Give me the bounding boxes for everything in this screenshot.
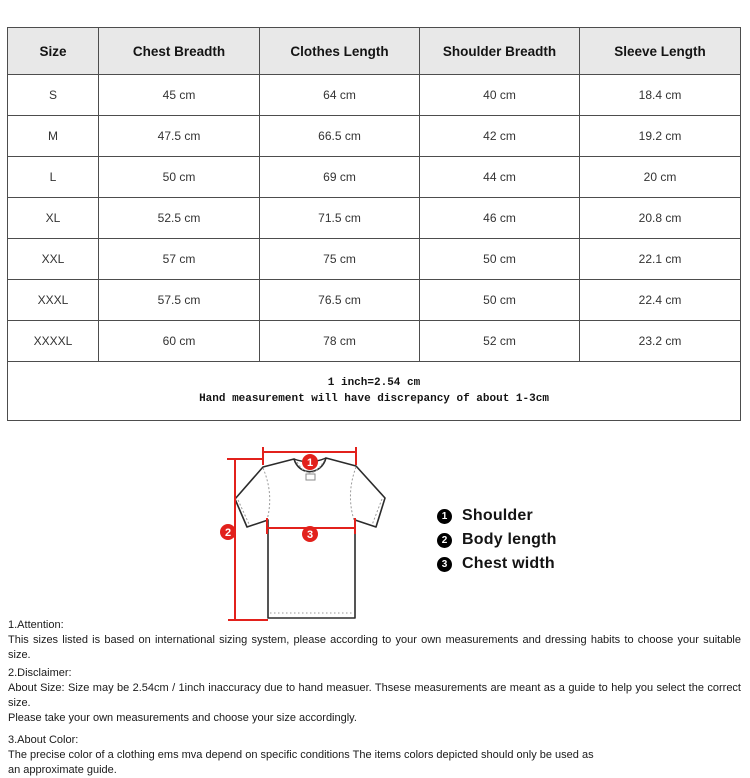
note-text: an approximate guide.: [8, 764, 117, 776]
chest-value: 57 cm: [99, 239, 260, 280]
marker-2-number: 2: [224, 527, 232, 539]
footnote-discrepancy: Hand measurement will have discrepancy of about 1-3cm: [199, 393, 549, 405]
notes-section: [8, 618, 741, 778]
note-disclaimer: [8, 666, 741, 726]
column-header-shoulder-breadth: Shoulder Breadth: [420, 28, 580, 75]
note-heading: 3.About Color:: [8, 734, 79, 746]
size-label: XL: [8, 198, 99, 239]
sleeve-value: 18.4 cm: [580, 75, 741, 116]
legend-label: Body length: [462, 531, 557, 548]
column-header-sleeve-length: Sleeve Length: [580, 28, 741, 75]
table-footnote: [8, 362, 741, 421]
marker-3-number: 3: [306, 529, 314, 541]
chest-value: 57.5 cm: [99, 280, 260, 321]
footnote-inch-conversion: 1 inch=2.54 cm: [327, 377, 421, 389]
table-header-row: [8, 28, 741, 75]
sleeve-value: 19.2 cm: [580, 116, 741, 157]
column-header-size: Size: [8, 28, 99, 75]
note-text: This sizes listed is based on international sizing system, please according to your own measurements and dressing habits to choose your suitable size.: [8, 634, 741, 661]
table-row: [8, 198, 741, 239]
chest-value: 60 cm: [99, 321, 260, 362]
length-value: 64 cm: [260, 75, 420, 116]
shoulder-value: 52 cm: [420, 321, 580, 362]
table-row: [8, 239, 741, 280]
legend-label: Shoulder: [462, 507, 533, 524]
table-row: [8, 157, 741, 198]
legend-item-body-length: [437, 528, 557, 552]
numbered-circle-icon: 3: [437, 557, 452, 572]
size-label: L: [8, 157, 99, 198]
length-value: 71.5 cm: [260, 198, 420, 239]
shoulder-value: 46 cm: [420, 198, 580, 239]
legend-item-shoulder: [437, 504, 557, 528]
table-footnote-row: [8, 362, 741, 421]
note-heading: 1.Attention:: [8, 619, 64, 631]
size-chart-table: [7, 27, 741, 421]
shoulder-value: 42 cm: [420, 116, 580, 157]
note-text: About Size: Size may be 2.54cm / 1inch inaccuracy due to hand measuer. Thsese measurements are meant as a guide to help you select the correct size.: [8, 682, 741, 709]
shoulder-value: 44 cm: [420, 157, 580, 198]
collar-tag: [306, 474, 315, 480]
size-label: XXL: [8, 239, 99, 280]
table-row: [8, 321, 741, 362]
size-label: M: [8, 116, 99, 157]
chest-value: 45 cm: [99, 75, 260, 116]
note-about-color: [8, 733, 741, 778]
note-heading: 2.Disclaimer:: [8, 667, 72, 679]
measurement-legend: [437, 504, 557, 576]
numbered-circle-icon: 1: [437, 509, 452, 524]
length-value: 78 cm: [260, 321, 420, 362]
note-attention: [8, 618, 741, 663]
legend-item-chest-width: [437, 552, 557, 576]
shoulder-value: 50 cm: [420, 280, 580, 321]
length-value: 66.5 cm: [260, 116, 420, 157]
length-value: 75 cm: [260, 239, 420, 280]
marker-1-number: 1: [306, 457, 314, 469]
size-label: XXXL: [8, 280, 99, 321]
note-text: The precise color of a clothing ems mva depend on specific conditions The items colors depicted should only be used as: [8, 749, 594, 761]
column-header-chest-breadth: Chest Breadth: [99, 28, 260, 75]
table-row: [8, 116, 741, 157]
sleeve-value: 20 cm: [580, 157, 741, 198]
tshirt-measurement-diagram: [200, 442, 440, 627]
sleeve-value: 22.4 cm: [580, 280, 741, 321]
size-label: S: [8, 75, 99, 116]
chest-value: 47.5 cm: [99, 116, 260, 157]
length-value: 69 cm: [260, 157, 420, 198]
sleeve-value: 22.1 cm: [580, 239, 741, 280]
size-label: XXXXL: [8, 321, 99, 362]
legend-label: Chest width: [462, 555, 555, 572]
length-value: 76.5 cm: [260, 280, 420, 321]
note-text: Please take your own measurements and choose your size accordingly.: [8, 712, 357, 724]
shoulder-value: 50 cm: [420, 239, 580, 280]
numbered-circle-icon: 2: [437, 533, 452, 548]
chest-value: 52.5 cm: [99, 198, 260, 239]
sleeve-value: 23.2 cm: [580, 321, 741, 362]
column-header-clothes-length: Clothes Length: [260, 28, 420, 75]
shoulder-value: 40 cm: [420, 75, 580, 116]
table-row: [8, 280, 741, 321]
table-row: [8, 75, 741, 116]
chest-value: 50 cm: [99, 157, 260, 198]
sleeve-value: 20.8 cm: [580, 198, 741, 239]
